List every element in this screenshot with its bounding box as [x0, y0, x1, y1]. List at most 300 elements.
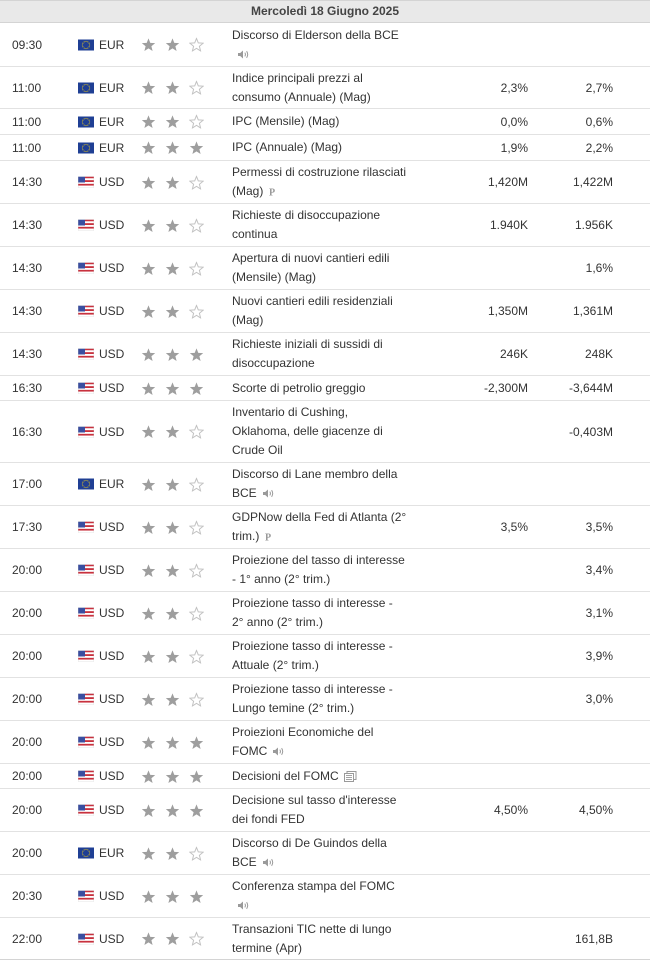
event-row[interactable] — [0, 506, 650, 549]
star-filled-icon — [165, 932, 180, 946]
event-name-line — [232, 939, 412, 958]
event-name-text: (Mag) — [232, 184, 264, 198]
star-filled-icon — [165, 175, 180, 189]
event-currency: EUR — [99, 37, 125, 52]
event-previous: 3,0% — [585, 692, 613, 706]
svg-text:P: P — [269, 187, 276, 198]
event-previous: 3,9% — [585, 649, 613, 663]
importance-stars — [141, 931, 204, 946]
star-empty-icon — [189, 81, 204, 95]
eu-flag-icon — [78, 82, 94, 93]
event-row[interactable] — [0, 23, 650, 67]
event-time: 11:00 — [12, 140, 42, 155]
event-name-line — [232, 656, 412, 675]
star-filled-icon — [141, 477, 156, 491]
star-empty-icon — [189, 218, 204, 232]
event-time: 11:00 — [12, 114, 42, 129]
event-name-text: Proiezione tasso di interesse - — [232, 682, 393, 696]
event-previous: -0,403M — [568, 424, 613, 439]
importance-stars — [141, 140, 204, 155]
events-table — [0, 23, 650, 960]
event-name[interactable] — [232, 206, 412, 244]
event-name[interactable] — [232, 920, 412, 958]
event-name-line — [232, 810, 412, 829]
event-forecast: 246K — [499, 347, 528, 361]
event-name-text: Apertura di nuovi cantieri edili — [232, 251, 390, 265]
star-filled-icon — [141, 115, 156, 129]
event-row[interactable] — [0, 764, 650, 789]
event-row[interactable] — [0, 333, 650, 376]
event-name[interactable] — [232, 249, 412, 287]
event-forecast: 1.940K — [489, 218, 528, 232]
us-flag-icon — [78, 177, 94, 188]
event-name-text: Attuale (2° trim.) — [232, 658, 319, 672]
eu-flag-icon — [78, 479, 94, 490]
event-previous: 0,6% — [585, 114, 613, 129]
star-filled-icon — [141, 649, 156, 663]
importance-stars — [141, 563, 204, 578]
star-filled-icon — [141, 38, 156, 52]
event-row[interactable] — [0, 918, 650, 960]
event-name-text: Decisioni del FOMC — [232, 769, 339, 783]
event-row[interactable] — [0, 135, 650, 161]
star-filled-icon — [165, 304, 180, 318]
star-filled-icon — [165, 115, 180, 129]
event-forecast: 2,3% — [500, 80, 528, 95]
event-name-text: Discorso di Lane membro della — [232, 467, 398, 481]
star-filled-icon — [189, 803, 204, 817]
importance-stars — [141, 692, 204, 707]
event-forecast: 1,350M — [487, 304, 528, 318]
event-name-text: disoccupazione — [232, 356, 315, 370]
event-time: 16:30 — [12, 424, 43, 439]
event-name[interactable] — [232, 465, 412, 503]
star-filled-icon — [141, 141, 156, 155]
star-filled-icon — [141, 175, 156, 189]
star-filled-icon — [141, 81, 156, 95]
star-empty-icon — [189, 846, 204, 860]
event-row[interactable] — [0, 678, 650, 721]
star-filled-icon — [165, 38, 180, 52]
importance-stars — [141, 606, 204, 621]
event-time: 17:30 — [12, 520, 43, 534]
event-name-text: Proiezioni Economiche del — [232, 725, 374, 739]
event-name-text: trim.) — [232, 529, 260, 543]
event-name-text: Lungo temine (2° trim.) — [232, 701, 355, 715]
us-flag-icon — [78, 737, 94, 748]
preliminary-icon[interactable] — [264, 531, 273, 542]
speaker-icon[interactable] — [237, 49, 250, 60]
event-name[interactable] — [232, 508, 412, 546]
importance-stars — [141, 261, 204, 276]
star-filled-icon — [141, 304, 156, 318]
event-previous: 2,7% — [585, 80, 613, 95]
event-name-line — [232, 637, 412, 656]
event-name-line — [232, 403, 412, 422]
event-name-text: IPC (Annuale) (Mag) — [232, 140, 343, 154]
event-name-text: Proiezione del tasso di interesse — [232, 553, 405, 567]
event-name-line — [232, 379, 412, 398]
star-filled-icon — [141, 932, 156, 946]
star-empty-icon — [189, 304, 204, 318]
event-name-text: GDPNow della Fed di Atlanta (2° — [232, 510, 407, 524]
event-name[interactable] — [232, 680, 412, 718]
event-name[interactable] — [232, 112, 412, 131]
us-flag-icon — [78, 349, 94, 360]
event-name-line — [232, 896, 412, 915]
event-name[interactable] — [232, 594, 412, 632]
star-filled-icon — [165, 425, 180, 439]
event-currency: USD — [99, 347, 125, 361]
event-name-line — [232, 112, 412, 131]
us-flag-icon — [78, 891, 94, 902]
star-empty-icon — [189, 175, 204, 189]
star-filled-icon — [141, 889, 156, 903]
star-empty-icon — [189, 425, 204, 439]
star-filled-icon — [165, 735, 180, 749]
event-time: 20:00 — [12, 692, 43, 706]
event-time: 14:30 — [12, 218, 43, 232]
star-empty-icon — [189, 115, 204, 129]
event-name-line — [232, 484, 412, 503]
event-name[interactable] — [232, 69, 412, 107]
event-row[interactable] — [0, 290, 650, 333]
event-name[interactable] — [232, 551, 412, 589]
star-filled-icon — [165, 81, 180, 95]
star-empty-icon — [189, 261, 204, 275]
event-name-text: Proiezione tasso di interesse - — [232, 596, 393, 610]
event-name-line — [232, 742, 412, 761]
event-name-text: Richieste di disoccupazione — [232, 208, 381, 222]
event-name-text: Conferenza stampa del FOMC — [232, 879, 395, 893]
speaker-icon[interactable] — [262, 857, 275, 868]
event-name-line — [232, 508, 412, 527]
star-filled-icon — [165, 563, 180, 577]
star-empty-icon — [189, 606, 204, 620]
event-name-line — [232, 335, 412, 354]
importance-stars — [141, 769, 204, 784]
event-row[interactable] — [0, 549, 650, 592]
star-filled-icon — [165, 141, 180, 155]
eu-flag-icon — [78, 848, 94, 859]
us-flag-icon — [78, 651, 94, 662]
event-forecast: 1,9% — [500, 140, 528, 155]
event-forecast: 0,0% — [500, 114, 528, 129]
event-row[interactable] — [0, 875, 650, 918]
star-filled-icon — [165, 520, 180, 534]
event-currency: USD — [99, 304, 125, 318]
importance-stars — [141, 304, 204, 319]
event-previous: 248K — [584, 347, 613, 361]
importance-stars — [141, 846, 204, 861]
event-time: 20:00 — [12, 803, 43, 817]
star-filled-icon — [189, 381, 204, 395]
star-filled-icon — [165, 803, 180, 817]
event-currency: USD — [99, 735, 125, 749]
event-currency: USD — [99, 606, 125, 620]
event-name-line — [232, 441, 412, 460]
event-name-text: - 1° anno (2° trim.) — [232, 572, 331, 586]
event-row[interactable] — [0, 109, 650, 135]
event-name[interactable] — [232, 163, 412, 201]
event-time: 22:00 — [12, 931, 43, 946]
event-time: 20:00 — [12, 769, 43, 783]
star-filled-icon — [189, 141, 204, 155]
star-filled-icon — [165, 692, 180, 706]
event-name-text: Proiezione tasso di interesse - — [232, 639, 393, 653]
star-empty-icon — [189, 649, 204, 663]
event-name-line — [232, 877, 412, 896]
event-name-line — [232, 834, 412, 853]
event-name-text: continua — [232, 227, 278, 241]
event-previous: 3,5% — [585, 520, 613, 534]
event-row[interactable] — [0, 247, 650, 290]
event-previous: -3,644M — [568, 381, 613, 395]
event-name-line — [232, 69, 412, 88]
star-empty-icon — [189, 38, 204, 52]
event-currency: USD — [99, 649, 125, 663]
importance-stars — [141, 424, 204, 439]
importance-stars — [141, 114, 204, 129]
importance-stars — [141, 520, 204, 535]
event-time: 20:00 — [12, 649, 43, 663]
star-filled-icon — [141, 769, 156, 783]
star-filled-icon — [141, 520, 156, 534]
event-name-text: Oklahoma, delle giacenze di — [232, 424, 383, 438]
event-time: 14:30 — [12, 261, 43, 275]
event-currency: USD — [99, 692, 125, 706]
event-name-line — [232, 422, 412, 441]
event-previous: 1,422M — [572, 175, 613, 189]
event-name-line — [232, 206, 412, 225]
event-previous: 2,2% — [585, 140, 613, 155]
event-currency: USD — [99, 520, 125, 534]
us-flag-icon — [78, 426, 94, 437]
event-row[interactable] — [0, 463, 650, 506]
svg-text:P: P — [265, 532, 272, 543]
document-icon[interactable] — [344, 771, 357, 782]
event-forecast: 1,420M — [487, 175, 528, 189]
us-flag-icon — [78, 694, 94, 705]
event-forecast: -2,300M — [483, 381, 528, 395]
importance-stars — [141, 381, 204, 396]
event-currency: EUR — [99, 846, 125, 860]
event-time: 20:00 — [12, 735, 43, 749]
speaker-icon[interactable] — [272, 746, 285, 757]
importance-stars — [141, 477, 204, 492]
importance-stars — [141, 175, 204, 190]
event-time: 20:00 — [12, 563, 43, 577]
star-filled-icon — [189, 889, 204, 903]
event-name[interactable] — [232, 138, 412, 157]
star-filled-icon — [141, 563, 156, 577]
event-name[interactable] — [232, 292, 412, 330]
event-name[interactable] — [232, 877, 412, 915]
event-row[interactable] — [0, 832, 650, 875]
event-time: 14:30 — [12, 175, 43, 189]
eu-flag-icon — [78, 39, 94, 50]
event-name-text: (Mensile) (Mag) — [232, 270, 317, 284]
star-filled-icon — [141, 803, 156, 817]
event-row[interactable] — [0, 721, 650, 764]
event-name[interactable] — [232, 834, 412, 872]
importance-stars — [141, 803, 204, 818]
event-name-line — [232, 268, 412, 287]
us-flag-icon — [78, 608, 94, 619]
event-currency: EUR — [99, 477, 125, 491]
event-name-line — [232, 88, 412, 107]
event-time: 20:30 — [12, 889, 43, 903]
star-filled-icon — [141, 347, 156, 361]
event-previous: 3,4% — [585, 563, 613, 577]
star-filled-icon — [165, 261, 180, 275]
event-name-text: BCE — [232, 855, 257, 869]
day-header: Mercoledì 18 Giugno 2025 — [0, 0, 650, 23]
event-row[interactable] — [0, 635, 650, 678]
event-currency: EUR — [99, 140, 125, 155]
event-row[interactable] — [0, 161, 650, 204]
event-name-line — [232, 723, 412, 742]
star-filled-icon — [141, 735, 156, 749]
event-name-line — [232, 680, 412, 699]
us-flag-icon — [78, 220, 94, 231]
event-name-text: (Mag) — [232, 313, 264, 327]
star-filled-icon — [165, 347, 180, 361]
star-filled-icon — [141, 218, 156, 232]
event-row[interactable] — [0, 376, 650, 401]
event-name-text: Permessi di costruzione rilasciati — [232, 165, 407, 179]
event-name-line — [232, 551, 412, 570]
star-filled-icon — [165, 846, 180, 860]
event-name-line — [232, 163, 412, 182]
event-name-line — [232, 354, 412, 373]
importance-stars — [141, 37, 204, 52]
event-name-text: consumo (Annuale) (Mag) — [232, 90, 371, 104]
event-previous: 4,50% — [578, 803, 613, 817]
event-name[interactable] — [232, 26, 412, 64]
event-previous: 161,8B — [574, 931, 613, 946]
eu-flag-icon — [78, 116, 94, 127]
event-currency: USD — [99, 218, 125, 232]
star-filled-icon — [165, 769, 180, 783]
event-row[interactable] — [0, 67, 650, 109]
event-name-line — [232, 613, 412, 632]
event-row[interactable] — [0, 592, 650, 635]
us-flag-icon — [78, 933, 94, 944]
event-name-text: Indice principali prezzi al — [232, 71, 363, 85]
event-currency: USD — [99, 803, 125, 817]
event-time: 09:30 — [12, 37, 43, 52]
event-row[interactable] — [0, 401, 650, 463]
event-name-line — [232, 920, 412, 939]
us-flag-icon — [78, 383, 94, 394]
event-time: 14:30 — [12, 347, 43, 361]
speaker-icon[interactable] — [262, 488, 275, 499]
star-empty-icon — [189, 932, 204, 946]
event-name-text: 2° anno (2° trim.) — [232, 615, 323, 629]
event-name-line — [232, 853, 412, 872]
star-filled-icon — [141, 846, 156, 860]
event-previous: 1,361M — [572, 304, 613, 318]
importance-stars — [141, 347, 204, 362]
event-currency: USD — [99, 424, 125, 439]
event-name-text: termine (Apr) — [232, 941, 303, 955]
us-flag-icon — [78, 306, 94, 317]
event-currency: USD — [99, 175, 125, 189]
event-name-line — [232, 465, 412, 484]
event-name-line — [232, 249, 412, 268]
event-name-text: Inventario di Cushing, — [232, 405, 349, 419]
event-name-text: dei fondi FED — [232, 812, 305, 826]
event-row[interactable] — [0, 204, 650, 247]
preliminary-icon[interactable] — [268, 186, 277, 197]
star-filled-icon — [141, 692, 156, 706]
event-name-text: Transazioni TIC nette di lungo — [232, 922, 392, 936]
us-flag-icon — [78, 263, 94, 274]
event-name[interactable] — [232, 767, 412, 786]
event-name[interactable] — [232, 335, 412, 373]
event-currency: EUR — [99, 114, 125, 129]
event-name-text: Decisione sul tasso d'interesse — [232, 793, 397, 807]
event-name-line — [232, 225, 412, 244]
star-filled-icon — [165, 477, 180, 491]
importance-stars — [141, 218, 204, 233]
event-currency: EUR — [99, 80, 125, 95]
event-time: 11:00 — [12, 80, 42, 95]
event-forecast: 3,5% — [500, 520, 528, 534]
importance-stars — [141, 889, 204, 904]
star-filled-icon — [141, 381, 156, 395]
event-name-line — [232, 26, 412, 45]
event-name-line — [232, 138, 412, 157]
event-name[interactable] — [232, 723, 412, 761]
event-name-line — [232, 292, 412, 311]
event-row[interactable] — [0, 789, 650, 832]
event-currency: USD — [99, 769, 125, 783]
star-filled-icon — [141, 261, 156, 275]
event-name-text: Crude Oil — [232, 443, 283, 457]
event-previous: 1,6% — [585, 261, 613, 275]
us-flag-icon — [78, 771, 94, 782]
event-name-line — [232, 527, 412, 546]
star-filled-icon — [189, 769, 204, 783]
event-name-text: BCE — [232, 486, 257, 500]
event-name[interactable] — [232, 403, 412, 460]
event-currency: USD — [99, 381, 125, 395]
speaker-icon[interactable] — [237, 900, 250, 911]
us-flag-icon — [78, 565, 94, 576]
us-flag-icon — [78, 805, 94, 816]
event-name-line — [232, 570, 412, 589]
event-name-line — [232, 699, 412, 718]
event-name-line — [232, 767, 412, 786]
star-empty-icon — [189, 520, 204, 534]
event-name-line — [232, 311, 412, 330]
event-name[interactable] — [232, 791, 412, 829]
importance-stars — [141, 649, 204, 664]
event-currency: USD — [99, 889, 125, 903]
event-name[interactable] — [232, 637, 412, 675]
event-currency: USD — [99, 563, 125, 577]
event-name[interactable] — [232, 379, 412, 398]
event-name-line — [232, 791, 412, 810]
event-name-text: IPC (Mensile) (Mag) — [232, 114, 340, 128]
event-time: 20:00 — [12, 846, 43, 860]
star-filled-icon — [189, 347, 204, 361]
event-time: 20:00 — [12, 606, 43, 620]
event-name-text: Discorso di De Guindos della — [232, 836, 387, 850]
event-time: 16:30 — [12, 381, 43, 395]
